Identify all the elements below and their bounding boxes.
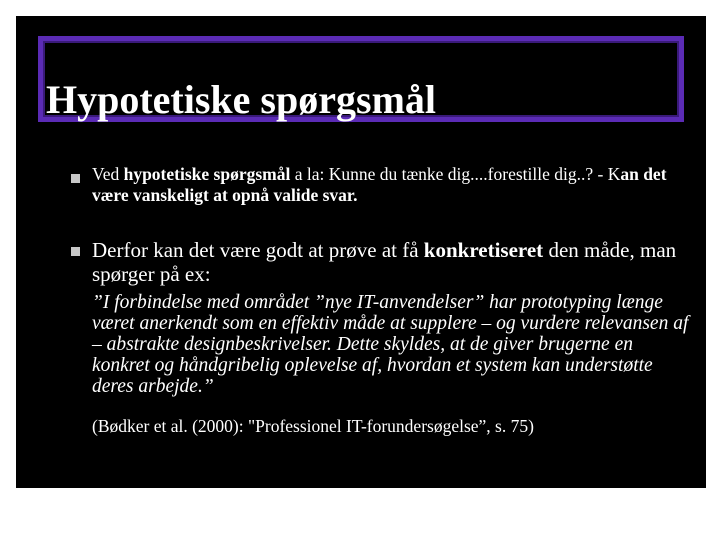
- bullet1-part1: Ved: [92, 164, 124, 184]
- bullet1-bold-conclusion: an det være vanskeligt at opnå valide svar.: [92, 164, 667, 205]
- bullet2-part1: Derfor kan det være godt at prøve at få: [92, 238, 424, 262]
- bullet-text-1: [92, 164, 692, 206]
- slide-title: Hypotetiske spørgsmål: [46, 77, 436, 122]
- bullet-text-2: [92, 238, 692, 286]
- bullet1-bold-term: hypotetiske spørgsmål: [123, 164, 291, 184]
- bullet2-part3: den måde, man spørger på ex:: [92, 238, 677, 286]
- bullet-square-icon: [71, 174, 80, 183]
- bullet-square-icon: [71, 247, 80, 256]
- slide: [16, 16, 706, 488]
- quote-text: ”I forbindelse med området ”nye IT-anvendelser” har prototyping længe været anerkendt som en effektiv måde at supplere – og vurdere relevansen af – abstrakte designbeskrivelser. Dette skyldes, at de giver brugerne en konkret og håndgribelig oplevelse af, hvordan et system kan understøtte deres arbejde.”: [92, 292, 689, 397]
- bullet1-part3: a la: Kunne du tænke dig....forestille dig..? - K: [290, 164, 621, 184]
- bullet2-bold-term: konkretiseret: [423, 238, 544, 262]
- citation-text: (Bødker et al. (2000): "Professionel IT-forundersøgelse”, s. 75): [92, 416, 534, 436]
